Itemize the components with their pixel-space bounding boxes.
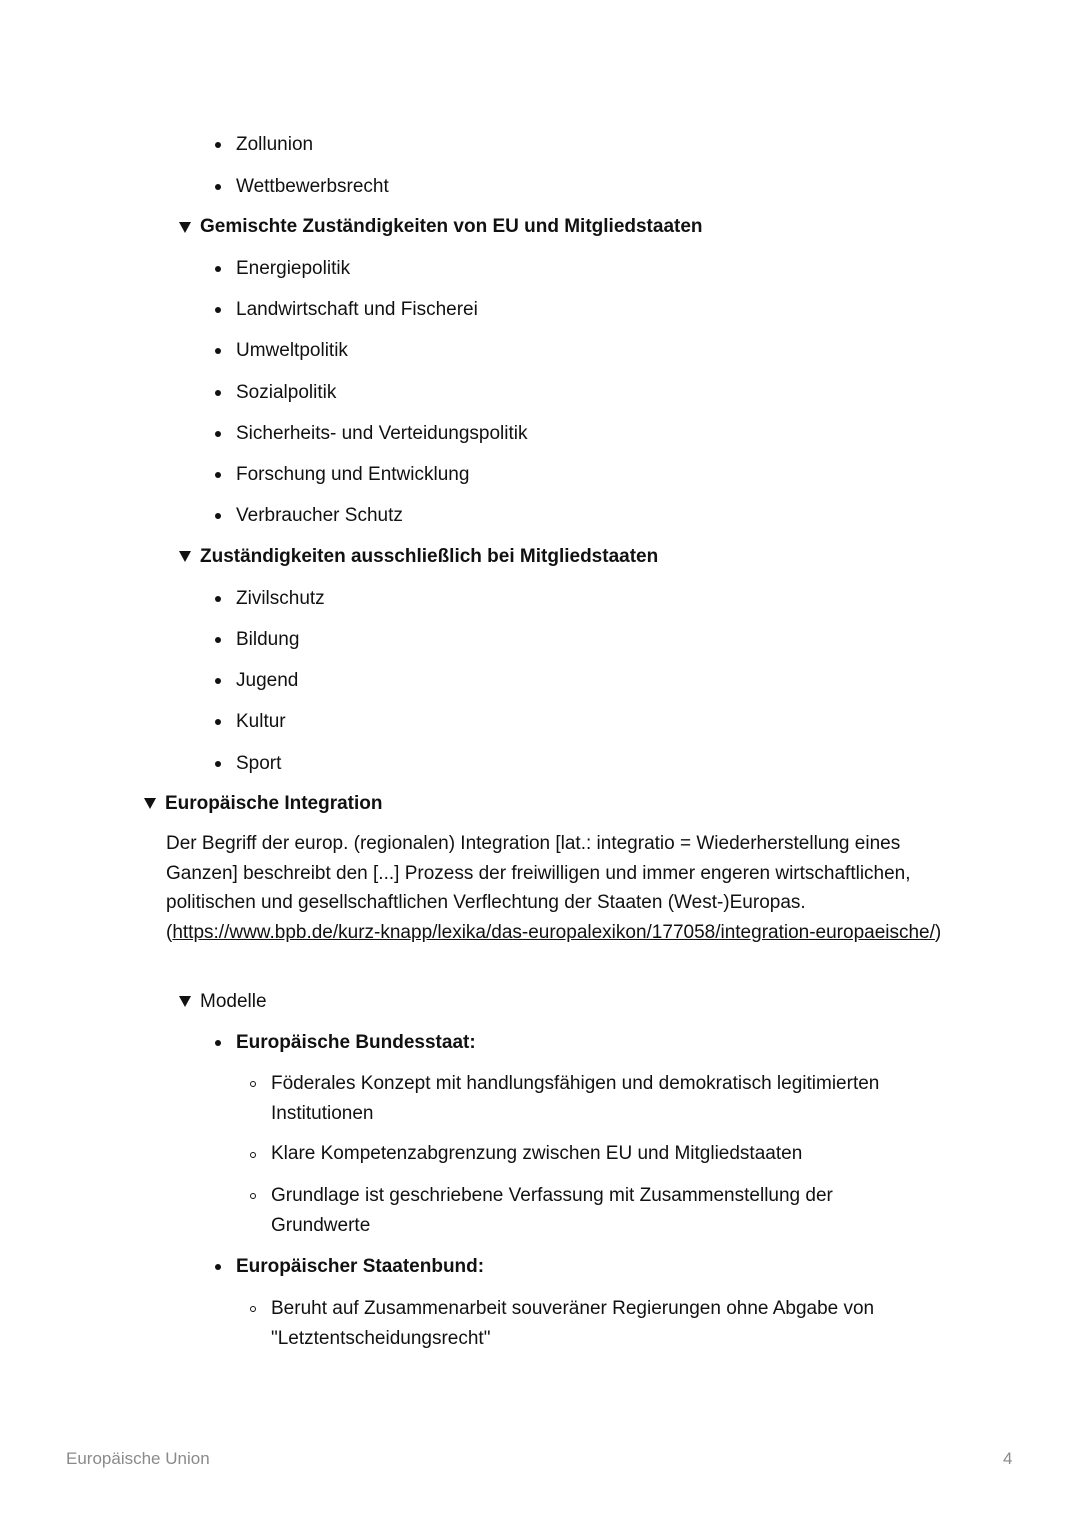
list-item: Verbraucher Schutz <box>236 505 403 526</box>
footer-title: Europäische Union <box>66 1449 210 1468</box>
circle-bullet-icon <box>250 1306 256 1312</box>
model-title-federal: Europäische Bundesstaat: <box>236 1032 476 1053</box>
list-item: Kultur <box>236 711 286 732</box>
bullet-icon <box>215 431 221 437</box>
bullet-icon <box>215 513 221 519</box>
section-heading-members: Zuständigkeiten ausschließlich bei Mitgliedstaaten <box>200 546 659 567</box>
integration-text: Der Begriff der europ. (regionalen) Integration [lat.: integratio = Wiederherstellung eines Ganzen] beschreibt den [...] Prozess der freiwilligen und immer engeren wirtschaftlichen, politischen und gesellschaftlichen Verflechtung der Staaten (West-)Europas. <box>166 833 911 913</box>
bullet-icon <box>215 184 221 190</box>
list-item: Klare Kompetenzabgrenzung zwischen EU und Mitgliedstaaten <box>271 1143 803 1164</box>
section-heading-mixed: Gemischte Zuständigkeiten von EU und Mitgliedstaaten <box>200 216 703 237</box>
list-item: Landwirtschaft und Fischerei <box>236 299 478 320</box>
bullet-icon <box>215 266 221 272</box>
integration-paragraph <box>166 829 956 947</box>
bullet-icon <box>215 348 221 354</box>
list-item: Sicherheits- und Verteidungspolitik <box>236 423 528 444</box>
toggle-triangle-icon[interactable] <box>179 222 191 233</box>
page-number: 4 <box>1003 1449 1013 1468</box>
list-item: Umweltpolitik <box>236 340 348 361</box>
list-item: Bildung <box>236 629 300 650</box>
bullet-icon <box>215 1040 221 1046</box>
circle-bullet-icon <box>250 1152 256 1158</box>
circle-bullet-icon <box>250 1193 256 1199</box>
bullet-icon <box>215 637 221 643</box>
toggle-triangle-icon[interactable] <box>179 996 191 1007</box>
models-heading: Modelle <box>200 991 267 1012</box>
list-item: Beruht auf Zusammenarbeit souveräner Regierungen ohne Abgabe von "Letztentscheidungsrecht" <box>271 1298 875 1349</box>
model-title-confederation: Europäischer Staatenbund: <box>236 1256 485 1277</box>
list-item: Sport <box>236 753 282 774</box>
bullet-icon <box>215 678 221 684</box>
list-item: Jugend <box>236 670 299 691</box>
link-paren-open: ( <box>166 921 173 943</box>
list-item: Zivilschutz <box>236 588 325 609</box>
bullet-icon <box>215 719 221 725</box>
list-item: Forschung und Entwicklung <box>236 464 470 485</box>
source-link[interactable]: https://www.bpb.de/kurz-knapp/lexika/das-europalexikon/177058/integration-europaeische/ <box>172 921 935 943</box>
list-item: Energiepolitik <box>236 258 351 279</box>
bullet-icon <box>215 472 221 478</box>
bullet-icon <box>215 390 221 396</box>
circle-bullet-icon <box>250 1081 256 1087</box>
list-item: Zollunion <box>236 134 314 155</box>
bullet-icon <box>215 142 221 148</box>
bullet-icon <box>215 1264 221 1270</box>
bullet-icon <box>215 761 221 767</box>
bullet-icon <box>215 596 221 602</box>
list-item: Föderales Konzept mit handlungsfähigen und demokratisch legitimierten Institutionen <box>271 1073 880 1124</box>
link-paren-close: ) <box>934 921 942 943</box>
toggle-triangle-icon[interactable] <box>144 798 156 809</box>
section-heading-integration: Europäische Integration <box>165 793 383 814</box>
toggle-triangle-icon[interactable] <box>179 551 191 562</box>
list-item: Sozialpolitik <box>236 382 337 403</box>
bullet-icon <box>215 307 221 313</box>
list-item: Wettbewerbsrecht <box>236 176 389 197</box>
list-item: Grundlage ist geschriebene Verfassung mit Zusammenstellung der Grundwerte <box>271 1185 833 1236</box>
